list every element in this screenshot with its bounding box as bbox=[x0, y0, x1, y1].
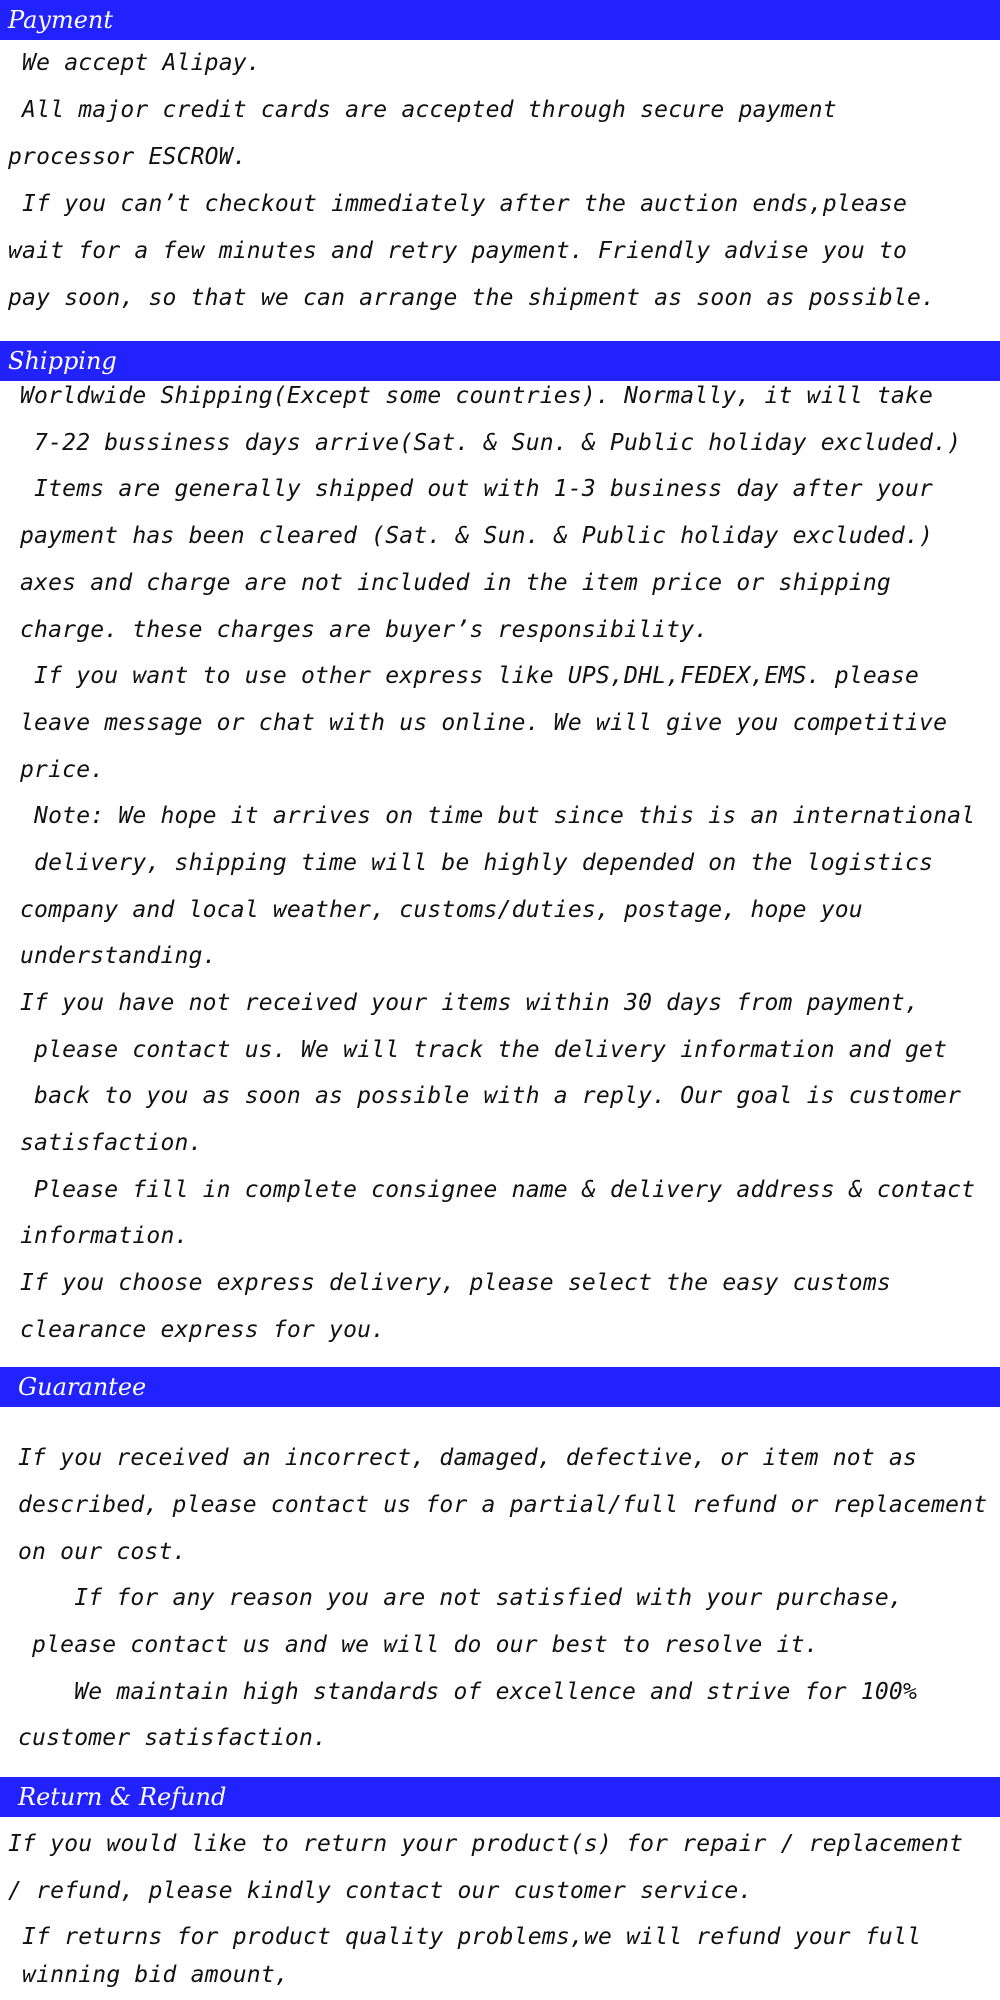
text-line: company and local weather, customs/duties, postage, hope you bbox=[20, 897, 863, 923]
text-line: We maintain high standards of excellence and strive for 100% bbox=[18, 1679, 918, 1705]
text-line: customer satisfaction. bbox=[18, 1725, 328, 1751]
text-line: back to you as soon as possible with a reply. Our goal is customer bbox=[20, 1083, 962, 1109]
text-line: processor ESCROW. bbox=[8, 144, 247, 170]
text-line: Note: We hope it arrives on time but since this is an international bbox=[20, 803, 976, 829]
section-header-payment bbox=[0, 0, 1000, 40]
text-line: If you would like to return your product(s) for repair / replacement bbox=[8, 1831, 964, 1857]
text-line: charge. these charges are buyer’s responsibility. bbox=[20, 617, 709, 643]
text-line: If you can’t checkout immediately after the auction ends,please bbox=[8, 191, 908, 217]
section-title: Guarantee bbox=[18, 1373, 147, 1401]
section-title: Return & Refund bbox=[18, 1783, 227, 1811]
text-line: leave message or chat with us online. We will give you competitive bbox=[20, 710, 948, 736]
text-line: winning bid amount, bbox=[8, 1962, 289, 1988]
text-line: If you have not received your items within 30 days from payment, bbox=[20, 990, 920, 1016]
text-line: All major credit cards are accepted through secure payment bbox=[8, 97, 837, 123]
text-line: pay soon, so that we can arrange the shipment as soon as possible. bbox=[8, 285, 936, 311]
text-line: / refund, please kindly contact our customer service. bbox=[8, 1878, 753, 1904]
text-line: If you choose express delivery, please select the easy customs bbox=[20, 1270, 891, 1296]
text-line: delivery, shipping time will be highly depended on the logistics bbox=[20, 850, 934, 876]
section-header-guarantee bbox=[0, 1367, 1000, 1407]
text-line: Items are generally shipped out with 1-3 business day after your bbox=[20, 476, 934, 502]
text-line: satisfaction. bbox=[20, 1130, 203, 1156]
text-line: Please fill in complete consignee name & delivery address & contact bbox=[20, 1177, 976, 1203]
text-line: If you want to use other express like UPS,DHL,FEDEX,EMS. please bbox=[20, 663, 920, 689]
text-line: If for any reason you are not satisfied with your purchase, bbox=[18, 1585, 903, 1611]
text-line: clearance express for you. bbox=[20, 1317, 386, 1343]
text-line: described, please contact us for a partial/full refund or replacement bbox=[18, 1492, 988, 1518]
text-line: Worldwide Shipping(Except some countries). Normally, it will take bbox=[20, 383, 934, 409]
text-line: on our cost. bbox=[18, 1539, 187, 1565]
section-header-return-refund bbox=[0, 1777, 1000, 1817]
text-line: If you received an incorrect, damaged, defective, or item not as bbox=[18, 1445, 918, 1471]
text-line: We accept Alipay. bbox=[8, 50, 261, 76]
section-title: Payment bbox=[8, 6, 113, 34]
text-line: understanding. bbox=[20, 943, 217, 969]
text-line: please contact us and we will do our best to resolve it. bbox=[18, 1632, 819, 1658]
text-line: 7-22 bussiness days arrive(Sat. & Sun. & Public holiday excluded.) bbox=[20, 430, 962, 456]
text-line: price. bbox=[20, 757, 105, 783]
text-line: axes and charge are not included in the item price or shipping bbox=[20, 570, 891, 596]
text-line: If returns for product quality problems,we will refund your full bbox=[8, 1924, 922, 1950]
text-line: please contact us. We will track the delivery information and get bbox=[20, 1037, 948, 1063]
text-line: information. bbox=[20, 1223, 189, 1249]
text-line: wait for a few minutes and retry payment. Friendly advise you to bbox=[8, 238, 908, 264]
section-title: Shipping bbox=[8, 347, 117, 375]
text-line: payment has been cleared (Sat. & Sun. & Public holiday excluded.) bbox=[20, 523, 934, 549]
